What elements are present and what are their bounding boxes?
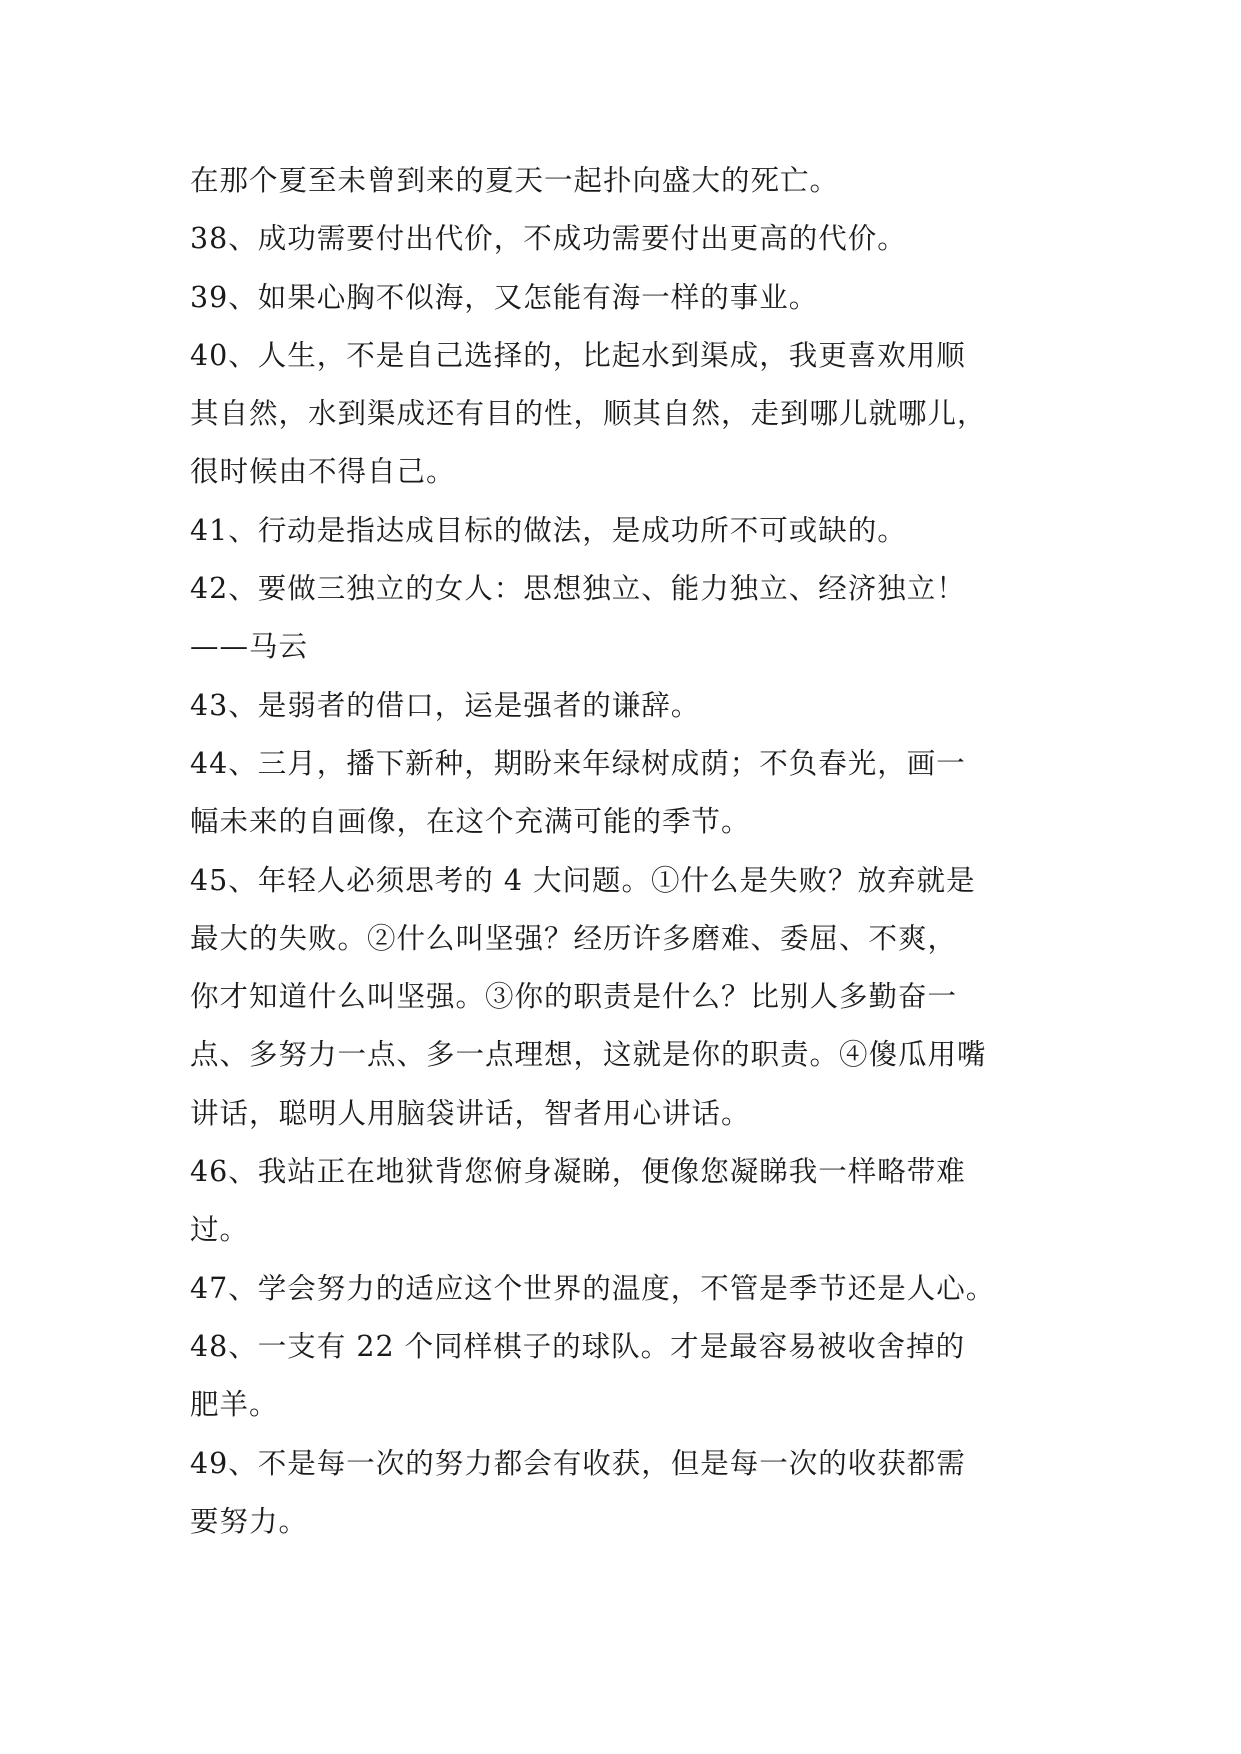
text-line: 肥羊。 <box>190 1388 279 1422</box>
text-line: 42、要做三独立的女人：思想独立、能力独立、经济独立！ <box>190 572 966 606</box>
text-line: 要努力。 <box>190 1504 309 1538</box>
text-line: 44、三月，播下新种，期盼来年绿树成荫；不负春光，画一 <box>190 746 966 780</box>
text-line: 其自然，水到渠成还有目的性，顺其自然，走到哪儿就哪儿， <box>190 397 987 431</box>
text-line: 39、如果心胸不似海，又怎能有海一样的事业。 <box>190 280 819 314</box>
text-line: 幅未来的自画像，在这个充满可能的季节。 <box>190 805 751 839</box>
text-line: 在那个夏至未曾到来的夏天一起扑向盛大的死亡。 <box>190 164 840 197</box>
text-line: 40、人生，不是自己选择的，比起水到渠成，我更喜欢用顺 <box>190 338 966 372</box>
text-line: 41、行动是指达成目标的做法，是成功所不可或缺的。 <box>190 513 907 547</box>
document-body <box>190 152 1060 1551</box>
text-line: 很时候由不得自己。 <box>190 455 456 489</box>
text-line: 46、我站正在地狱背您俯身凝睇，便像您凝睇我一样略带难 <box>190 1155 966 1189</box>
text-line: 讲话，聪明人用脑袋讲话，智者用心讲话。 <box>190 1096 751 1130</box>
text-line: 45、年轻人必须思考的 4 大问题。①什么是失败？放弃就是 <box>190 863 976 897</box>
text-line: 38、成功需要付出代价，不成功需要付出更高的代价。 <box>190 222 907 256</box>
text-line: 点、多努力一点、多一点理想，这就是你的职责。④傻瓜用嘴 <box>190 1038 987 1072</box>
text-line: ——马云 <box>190 630 309 664</box>
text-line: 43、是弱者的借口，运是强者的谦辞。 <box>190 688 701 722</box>
text-line: 过。 <box>190 1213 250 1247</box>
text-line: 47、学会努力的适应这个世界的温度，不管是季节还是人心。 <box>190 1271 996 1305</box>
text-line: 最大的失败。②什么叫坚强？经历许多磨难、委屈、不爽， <box>190 921 958 955</box>
text-line: 你才知道什么叫坚强。③你的职责是什么？比别人多勤奋一 <box>190 980 958 1014</box>
text-line: 49、不是每一次的努力都会有收获，但是每一次的收获都需 <box>190 1446 966 1480</box>
text-line: 48、一支有 22 个同样棋子的球队。才是最容易被收舍掉的 <box>190 1329 966 1363</box>
